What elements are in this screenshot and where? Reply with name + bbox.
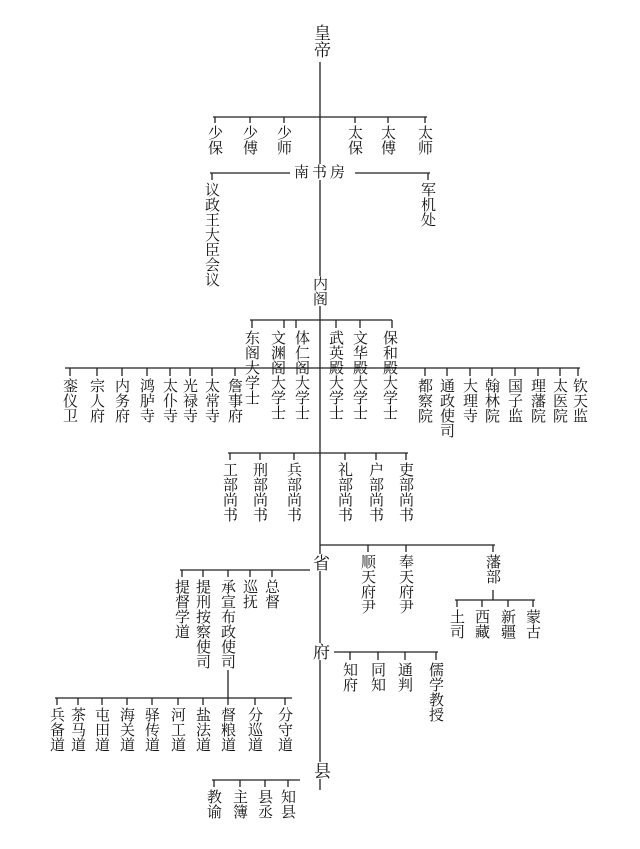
node-wenhuadian: 文华殿大学士 <box>351 330 369 420</box>
node-chamadao: 茶马道 <box>69 707 87 752</box>
node-zhubu: 主簿 <box>231 789 249 819</box>
node-guanglusi: 光禄寺 <box>181 378 199 423</box>
node-libu-personnel: 吏部尚书 <box>397 462 415 522</box>
node-zhanshifu: 詹事府 <box>226 378 244 423</box>
node-wuyingdian: 武英殿大学士 <box>327 330 345 420</box>
node-tongzhengshisi: 通政使司 <box>438 378 456 438</box>
node-xizang: 西藏 <box>473 609 491 639</box>
node-fenshoudao: 分守道 <box>276 707 294 752</box>
node-shaoshi: 少师 <box>275 125 293 155</box>
node-libu-rites: 礼部尚书 <box>336 462 354 522</box>
node-emperor: 皇帝 <box>310 24 330 58</box>
node-bingbu: 兵部尚书 <box>285 462 303 522</box>
node-xian: 县 <box>310 762 330 779</box>
node-gongbu: 工部尚书 <box>221 462 239 522</box>
node-taishi: 太师 <box>416 125 434 155</box>
node-xunfu: 巡抚 <box>241 579 259 609</box>
node-dalisi: 大理寺 <box>461 378 479 423</box>
node-tixing: 提刑按察使司 <box>194 579 212 669</box>
node-qintianjian: 钦天监 <box>571 378 589 423</box>
node-jiaoyu: 教谕 <box>205 789 223 819</box>
node-shuntian: 顺天府尹 <box>359 554 377 614</box>
node-neiwufu: 内务府 <box>113 378 131 423</box>
node-guozijian: 国子监 <box>506 378 524 423</box>
node-honglusi: 鸿胪寺 <box>138 378 156 423</box>
node-zongdu: 总督 <box>263 579 281 609</box>
node-tongpan: 通判 <box>396 662 414 692</box>
node-taifu: 太傅 <box>379 125 397 155</box>
node-duliangdao: 督粮道 <box>219 707 237 752</box>
node-tongzhi: 同知 <box>369 662 387 692</box>
node-luanyiwei: 銮仪卫 <box>61 378 79 423</box>
node-hanlinyuan: 翰林院 <box>483 378 501 423</box>
node-nanshufang: 南书房 <box>294 163 349 181</box>
node-tuntiandao: 屯田道 <box>93 707 111 752</box>
node-fenxundao: 分巡道 <box>246 707 264 752</box>
node-fu: 府 <box>309 643 329 660</box>
node-fanbu: 藩部 <box>484 554 502 584</box>
node-bingbeidao: 兵备道 <box>48 707 66 752</box>
node-sheng: 省 <box>309 554 329 571</box>
node-dongge: 东阁大学士 <box>243 330 261 405</box>
node-taipusi: 太仆寺 <box>161 378 179 423</box>
node-haiguandao: 海关道 <box>118 707 136 752</box>
node-zongrenfu: 宗人府 <box>88 378 106 423</box>
node-zhixian: 知县 <box>279 789 297 819</box>
node-taibao: 太保 <box>346 125 364 155</box>
node-hubu: 户部尚书 <box>367 462 385 522</box>
node-tidu-xuedao: 提督学道 <box>173 579 191 639</box>
node-yizheng: 议政王大臣会议 <box>203 182 221 287</box>
node-neige: 内阁 <box>311 276 329 306</box>
node-taiyiyuan: 太医院 <box>551 378 569 423</box>
node-yichuandao: 驿传道 <box>143 707 161 752</box>
node-shaofu: 少傅 <box>241 125 259 155</box>
node-yanfadao: 盐法道 <box>194 707 212 752</box>
node-junjichu: 军机处 <box>419 182 437 227</box>
node-zhifu: 知府 <box>341 662 359 692</box>
node-xiancheng: 县丞 <box>256 789 274 819</box>
node-duchayuan: 都察院 <box>416 378 434 423</box>
node-tusi: 土司 <box>448 609 466 639</box>
node-chengxuan: 承宣布政使司 <box>219 579 237 669</box>
node-shaobao: 少保 <box>206 125 224 155</box>
node-baohedian: 保和殿大学士 <box>381 330 399 420</box>
node-xinjiang: 新疆 <box>499 609 517 639</box>
node-tirenge: 体仁阁大学士 <box>293 330 311 420</box>
node-xingbu: 刑部尚书 <box>251 462 269 522</box>
node-menggu: 蒙古 <box>524 609 542 639</box>
node-taichangsi: 太常寺 <box>203 378 221 423</box>
node-lifanyuan: 理藩院 <box>529 378 547 423</box>
node-ruxue: 儒学教授 <box>427 662 445 722</box>
node-fengtian: 奉天府尹 <box>397 554 415 614</box>
node-hegongdao: 河工道 <box>169 707 187 752</box>
node-wenyuange: 文渊阁大学士 <box>269 330 287 420</box>
